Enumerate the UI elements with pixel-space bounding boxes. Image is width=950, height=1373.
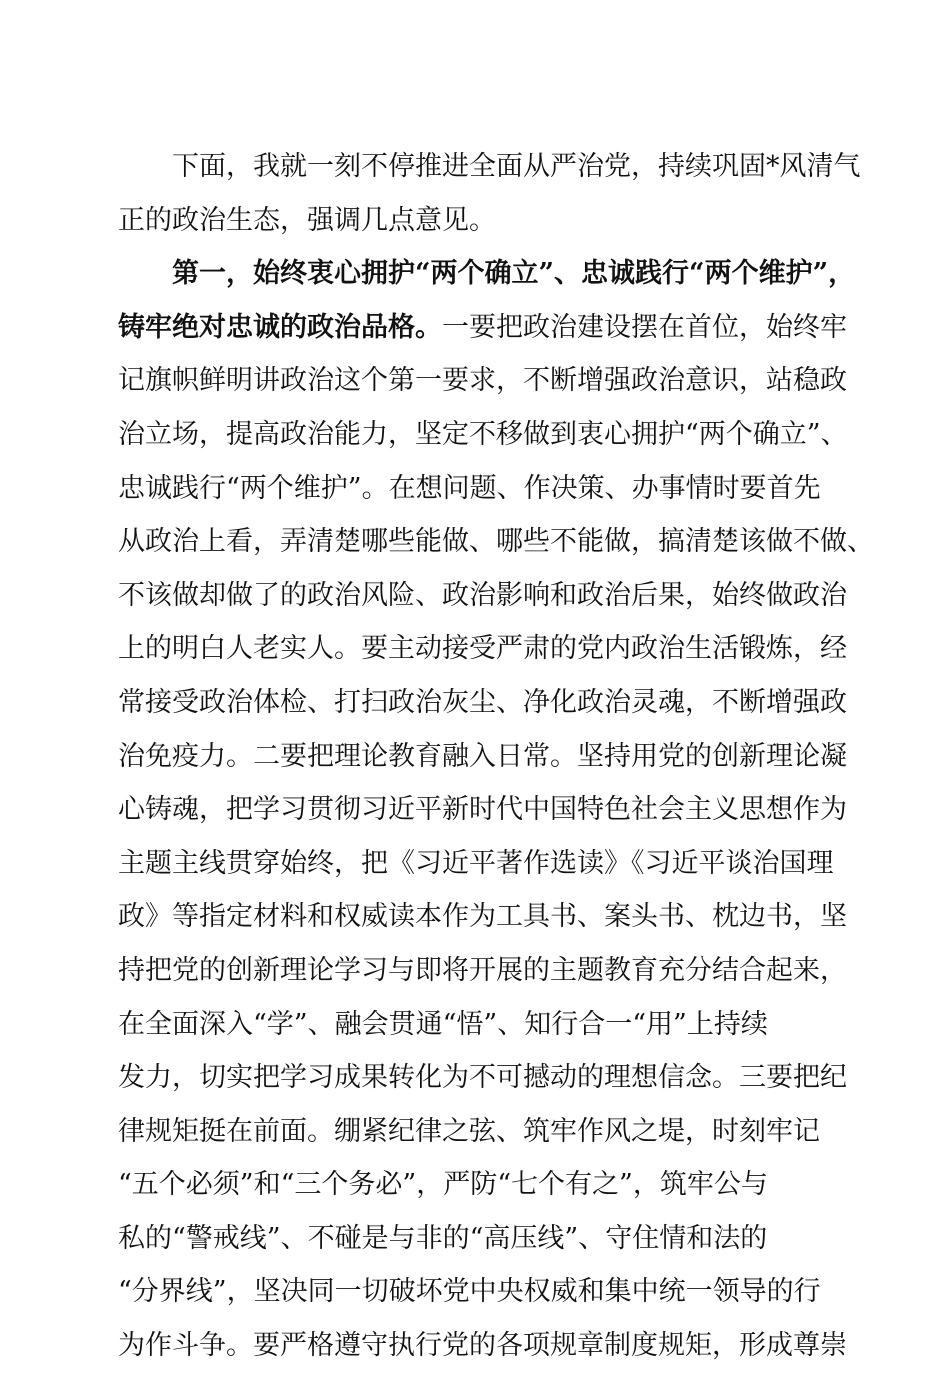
section-heading-line — [118, 247, 856, 301]
paragraph-line: 为作斗争。要严格遵守执行党的各项规章制度规矩，形成尊崇 — [118, 1330, 847, 1362]
paragraph-line: 正的政治生态，强调几点意见。 — [118, 204, 496, 236]
section-heading-tail: 铸牢绝对忠诚的政治品格。 — [118, 311, 442, 343]
paragraph-line: 私的“警戒线”、不碰是与非的“高压线”、守住情和法的 — [118, 1222, 768, 1254]
paragraph-line: “五个必须”和“三个务必”，严防“七个有之”，筑牢公与 — [118, 1169, 768, 1201]
paragraph-line: 下面，我就一刻不停推进全面从严治党，持续巩固*风清气 — [118, 151, 861, 182]
paragraph-line: “分界线”，坚决同一切破坏党中央权威和集中统一领导的行 — [118, 1276, 821, 1308]
paragraph-line — [118, 301, 847, 355]
paragraph-line: 心铸魂，把学习贯彻习近平新时代中国特色社会主义思想作为 — [118, 794, 847, 826]
paragraph-line: 律规矩挺在前面。绷紧纪律之弦、筑牢作风之堤，时刻牢记 — [118, 1115, 820, 1147]
paragraph-line: 治免疫力。二要把理论教育融入日常。坚持用党的创新理论凝 — [118, 740, 847, 772]
paragraph-text: 一要把政治建设摆在首位，始终牢 — [442, 311, 847, 343]
paragraph-line: 忠诚践行“两个维护”。在想问题、作决策、办事情时要首先 — [118, 472, 821, 504]
paragraph-line: 治立场，提高政治能力，坚定不移做到衷心拥护“两个确立”、 — [118, 418, 848, 450]
heading-punctuation: ， — [828, 258, 856, 290]
paragraph-line: 持把党的创新理论学习与即将开展的主题教育充分结合起来， — [118, 954, 847, 986]
paragraph-line: 政》等指定材料和权威读本作为工具书、案头书、枕边书，坚 — [118, 901, 847, 933]
section-heading: 第一，始终衷心拥护“两个确立”、忠诚践行“两个维护” — [118, 258, 829, 290]
paragraph-line: 在全面深入“学”、融会贯通“悟”、知行合一“用”上持续 — [118, 1008, 768, 1040]
paragraph-line: 从政治上看，弄清楚哪些能做、哪些不能做，搞清楚该做不做、 — [118, 526, 874, 558]
paragraph-line: 不该做却做了的政治风险、政治影响和政治后果，始终做政治 — [118, 579, 847, 611]
paragraph-line: 记旗帜鲜明讲政治这个第一要求，不断增强政治意识，站稳政 — [118, 365, 847, 397]
paragraph-line: 主题主线贯穿始终，把《习近平著作选读》《习近平谈治国理 — [118, 847, 834, 879]
paragraph-line: 上的明白人老实人。要主动接受严肃的党内政治生活锻炼，经 — [118, 633, 847, 665]
paragraph-line: 常接受政治体检、打扫政治灰尘、净化政治灵魂，不断增强政 — [118, 686, 847, 718]
document-body — [118, 140, 874, 1373]
paragraph-line: 发力，切实把学习成果转化为不可撼动的理想信念。三要把纪 — [118, 1062, 847, 1094]
